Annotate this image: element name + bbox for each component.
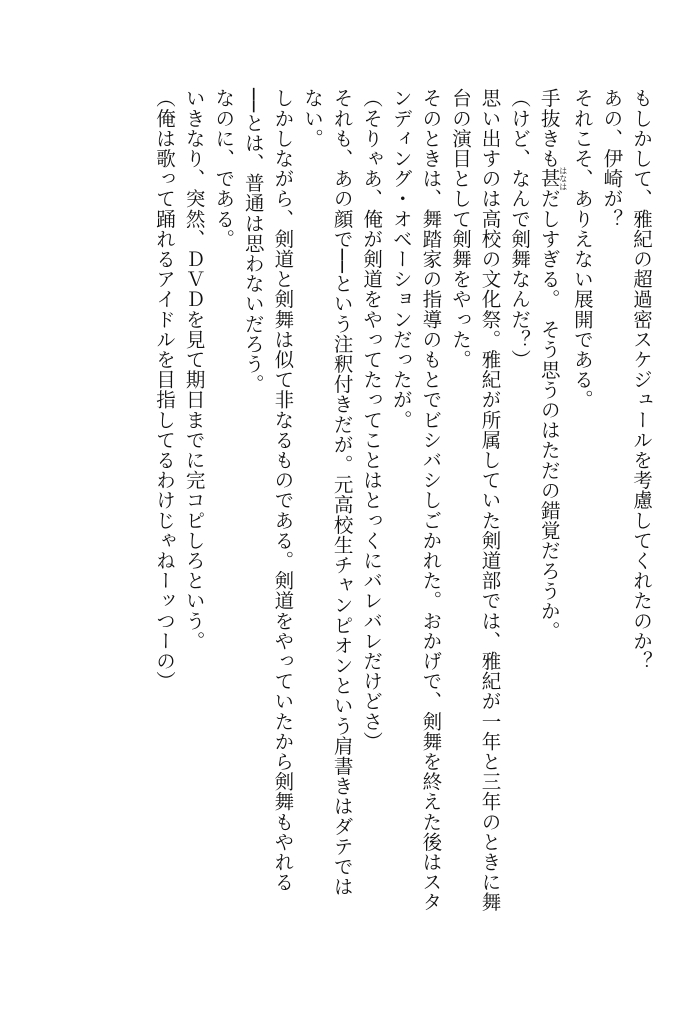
text-line-9: ンディング・オベーションだったが。 (389, 88, 413, 430)
text-line-2: あの、伊崎が？ (600, 88, 624, 229)
text-line-13: しかしながら、剣道と剣舞は似て非なるものである。剣道をやっていたから剣舞もやれる (271, 88, 295, 892)
text-line-14: ──とは、普通は思わないだろう。 (241, 88, 265, 395)
ruby-reading: はなは (558, 166, 568, 191)
text-line-16: いきなり、突然、ＤＶＤを見て期日までに完コピしろという。 (182, 88, 206, 651)
text-line-4-tail: そう思うのはただの錯覚だろうか。 (537, 319, 561, 642)
text-line-10: （そりゃあ、俺が剣道をやってたってことはとっくにバレバレだけどさ） (360, 88, 384, 752)
text-line-17: （俺は歌って踊れるアイドルを目指してるわけじゃねーッつーの） (153, 88, 176, 691)
text-line-7: 台の演目として剣舞をやった。 (448, 88, 472, 370)
text-line-8: そのときは、舞踏家の指導のもとでビシバシしごかれた。おかげで、剣舞を終えた後はスタ (419, 88, 443, 913)
text-line-6: 思い出すのは高校の文化祭。雅紀が所属していた剣道部では、雅紀が一年と三年のときに舞 (478, 88, 502, 913)
text-line-1: もしかして、雅紀の超過密スケジュールを考慮してくれたのか？ (630, 88, 653, 671)
text-line-12: ない。 (300, 88, 324, 149)
vertical-text-block (149, 88, 656, 958)
text-line-15: なのに、である。 (212, 88, 236, 249)
text-line-3: それこそ、ありえない展開である。 (570, 88, 594, 410)
ruby-annotation (537, 166, 568, 191)
text-line-4-end: だしすぎる。 (537, 188, 561, 300)
text-line-5: （けど、なんで剣舞なんだ？） (508, 88, 532, 370)
text-line-4 (534, 88, 567, 958)
ruby-base: 甚 (537, 166, 561, 191)
text-line-4-start: 手抜きも (537, 88, 561, 169)
text-line-11: それも、あの顔で──という注釈付きだが。元高校生チャンピオンという肩書きはダテでは (330, 88, 354, 897)
